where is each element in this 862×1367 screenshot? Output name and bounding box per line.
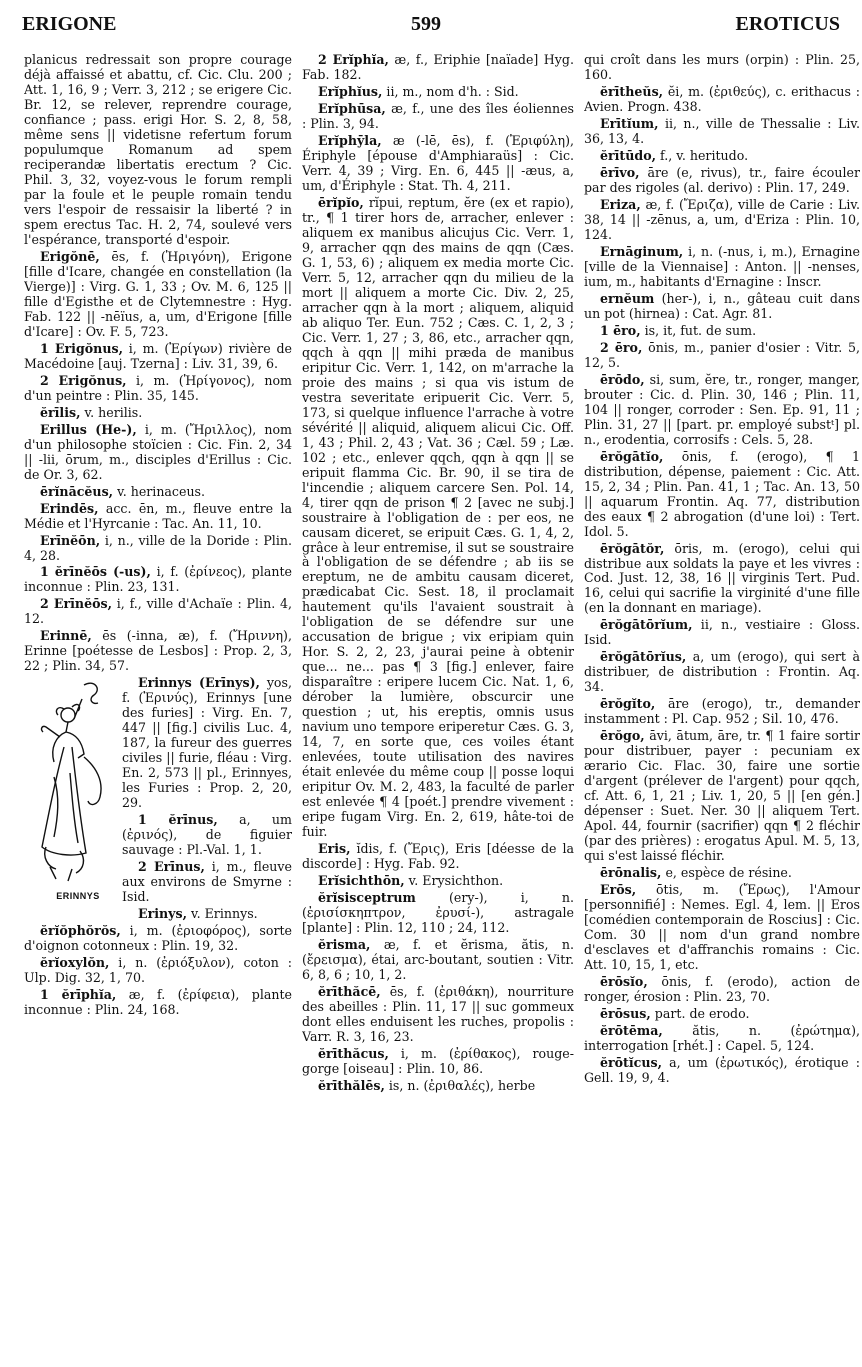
entry-definition: æ (-lē, ēs), f. (Ἐριφύλη), Ériphyle [épouse d'Amphiaraüs] : Cic. Verr. 4, 39 ; Virg. En. 6, 445 || -æus, a, um, d'Ériphyle : Stat. Th. 4, 211. <box>302 132 574 193</box>
dictionary-entry <box>584 116 860 146</box>
entry-definition: a, um (ἐρωτικός), érotique : Gell. 19, 9, 4. <box>584 1055 860 1085</box>
entry-headword: Erindēs, <box>40 500 99 516</box>
entry-headword: ērĭnācĕus, <box>40 483 114 499</box>
entry-definition: v. herilis. <box>84 404 143 420</box>
entry-headword: ĕrīthăcē, <box>318 984 381 1000</box>
dictionary-entry <box>584 148 860 163</box>
entry-headword: ĕrĭŏphŏrŏs, <box>40 923 121 939</box>
entry-headword: ĕrisma, <box>318 937 371 953</box>
dictionary-entry <box>584 323 860 338</box>
entry-headword: ĕrīthălēs, <box>318 1077 385 1093</box>
entry-definition: (her-), i, n., gâteau cuit dans un pot (hirnea) : Cat. Agr. 81. <box>584 290 860 321</box>
dictionary-entry <box>24 628 292 673</box>
dictionary-entry <box>24 422 292 482</box>
dictionary-entry <box>24 484 292 499</box>
erinnys-figure-icon <box>24 677 116 891</box>
dictionary-entry <box>302 52 574 82</box>
entry-headword: ērŏgātŏr, <box>600 540 665 556</box>
dictionary-entry <box>302 873 574 888</box>
entry-definition: qui croît dans les murs (orpin) : Plin. 25, 160. <box>584 52 860 82</box>
entry-definition: rĭpui, reptum, ĕre (ex et rapio), tr., ¶ 1 tirer hors de, arracher, enlever : aliquem ex manibus alicujus Cic. Verr. 1, 9, arracher qqn des mains de qqn (Cæs. G. 1, 53, 6) ; aliquem ex media morte Cic. Verr. 5, 12, arracher qqn du milieu de la mort || aliquem a morte Cic. Div. 2, 25, arracher qqn à la mort ; aliquem, aliquid ab aliquo Ter. Eun. 752 ; Cæs. C. 1, 2, 3 ; Cic. Verr. 1, 27 ; 3, 86, etc., arracher qqn, qqch à qqn || mihi præda de manibus eripitur Cic. Verr. 1, 142, on m'arrache la proie des mains ; si qua vis istum de vestra severitate eripuerit Cic. Verr. 5, 173, si quelque influence l'arrache à votre sévérité || aliquid, aliquem alicui Cic. Off. 1, 43 ; Phil. 2, 43 ; Vat. 36 ; Cæl. 59 ; Læ. 102 ; etc., enlever qqch, qqn à qqn || se eripuit flamma Cic. Br. 90, il se tira de l'incendie ; aliquem carcere Sen. Pol. 14, 4, tirer qqn de prison ¶ 2 [avec ne subj.] soustraire à l'obligation de : per eos, ne causam diceret, se eripuit Cæs. G. 1, 4, 2, grâce à leur entremise, il sut se soustraire à l'obligation de se défendre ; ab iis se ereptum, ne de ambitu causam diceret, prædicabat Cic. Sest. 18, il proclamait hautement qu'ils l'avaient soustrait à l'obligation de se défendre sur une accusation de brigue ; vix eripiam quin Hor. S. 2, 2, 23, j'aurai peine à obtenir que... ne... pas ¶ 3 [fig.] enlever, faire disparaître : eripere lucem Cic. Nat. 1, 6, dérober la lumière, obscurcir une question ; ut, his ereptis, omnis usus navium uno tempore eriperetur Cæs. G. 3, 14, 7, en sorte que, ces voiles étant enlevées, toute utilisation des navires était enlevée du même coup || posse loqui eripitur Ov. M. 2, 483, la faculté de parler est enlevée ¶ 4 [poét.] prendre vivement : eripe fugam Virg. En. 2, 619, hâte-toi de fuir. <box>302 194 574 840</box>
column-left <box>24 52 292 1361</box>
dictionary-entry <box>302 1046 574 1076</box>
running-head-right: EROTICUS <box>735 12 840 35</box>
entry-headword: ĕrītūdo, <box>600 147 656 163</box>
entry-headword: ĕrōtēma, <box>600 1023 663 1039</box>
dictionary-entry <box>584 728 860 863</box>
dictionary-entry <box>24 987 292 1017</box>
entry-definition: i, m. (ἐριοφόρος), sorte d'oignon cotonneux : Plin. 19, 32. <box>24 923 292 954</box>
dictionary-entry <box>24 596 292 626</box>
entry-definition: f., v. heritudo. <box>660 147 749 163</box>
entry-definition: is, n. (ἐριθαλές), herbe <box>388 1077 536 1093</box>
entry-definition: ĕi, m. (ἐριθεύς), c. erithacus : Avien. Progn. 438. <box>584 83 860 114</box>
dictionary-entry <box>584 882 860 972</box>
dictionary-entry <box>584 52 860 82</box>
dictionary-entry <box>24 341 292 371</box>
dictionary-entry <box>24 249 292 339</box>
entry-definition: is, it, fut. de sum. <box>644 322 757 338</box>
dictionary-entry <box>302 84 574 99</box>
entry-definition: part. de erodo. <box>654 1006 750 1022</box>
dictionary-entry <box>584 541 860 616</box>
entry-definition: āvi, ātum, āre, tr. ¶ 1 faire sortir pour distribuer, payer : pecuniam ex ærario Cic. Flac. 30, faire une sortie d'argent (prélever de l'argent) pour qqch, cf. Att. 6, 1, 21 ; Liv. 1, 20, 5 || [en gén.] dépenser : Suet. Ner. 30 || aliquem Tert. Apol. 44, fournir (sacrifier) qqn ¶ 2 fléchir (par des prières) : erogatus Apul. M. 5, 13, qui s'est laissé fléchir. <box>584 728 860 864</box>
entry-headword: 2 ēro, <box>600 339 643 355</box>
entry-headword: ērīvo, <box>600 164 640 180</box>
running-head-left: ERIGONE <box>22 12 117 35</box>
dictionary-entry <box>24 564 292 594</box>
dictionary-entry <box>584 649 860 694</box>
entry-headword: Erinnys (Erīnys), <box>138 675 260 691</box>
entry-headword: ĕrĭoxylŏn, <box>40 955 110 971</box>
entry-definition: v. Erinnys. <box>190 906 258 922</box>
dictionary-entry <box>584 340 860 370</box>
entry-definition: ōtis, m. (Ἔρως), l'Amour [personnifié] : Nemes. Egl. 4, lem. || Eros [comédien contemporain de Roscius] : Cic. Com. 30 || nom d'un grand nombre d'esclaves et d'affranchis romains : Cic. Att. 10, 15, 1, etc. <box>584 882 860 973</box>
entry-definition: i, m. (Ἤριλλος), nom d'un philosophe stoïcien : Cic. Fin. 2, 34 || -lii, ōrum, m., disciples d'Erillus : Cic. de Or. 3, 62. <box>24 421 292 482</box>
dictionary-entry <box>584 617 860 647</box>
dictionary-entry <box>302 984 574 1044</box>
entry-definition: i, n. (ἐριόξυλον), coton : Ulp. Dig. 32, 1, 70. <box>24 955 292 986</box>
entry-headword: ērŏgo, <box>600 728 645 744</box>
entry-headword: ĕrĭsisceptrum <box>318 890 416 906</box>
dictionary-entry <box>24 923 292 953</box>
dictionary-entry <box>584 372 860 447</box>
entry-headword: Erītĭum, <box>600 115 659 131</box>
entry-headword: 1 ēro, <box>600 322 641 338</box>
dictionary-entry <box>584 1006 860 1021</box>
entry-headword: ērĭpĭo, <box>318 194 364 210</box>
entry-definition: i, m. (Ἐρίγων) rivière de Macédoine [auj. Tzerna] : Liv. 31, 39, 6. <box>24 340 292 371</box>
entry-definition: i, n., ville de la Doride : Plin. 4, 28. <box>24 532 292 563</box>
entry-definition: a, um (erogo), qui sert à distribuer, de distribution : Frontin. Aq. 34. <box>584 649 860 695</box>
entry-headword: 1 ĕrīnus, <box>138 812 218 828</box>
entry-headword: ĕrītheŭs, <box>600 83 664 99</box>
dictionary-entry <box>584 865 860 880</box>
dictionary-entry <box>584 1055 860 1085</box>
entry-headword: Erīnĕōn, <box>40 532 101 548</box>
entry-definition: ii, n., vestiaire : Gloss. Isid. <box>584 617 860 648</box>
entry-headword: Erigŏnē, <box>40 248 100 264</box>
entry-definition: ii, n., ville de Thessalie : Liv. 36, 13, 4. <box>584 115 860 146</box>
entry-headword: Erinnē, <box>40 628 92 644</box>
entry-definition: v. Erysichthon. <box>408 873 504 889</box>
entry-definition: i, m. (Ἠρίγονος), nom d'un peintre : Plin. 35, 145. <box>24 372 292 403</box>
dictionary-entry <box>584 244 860 289</box>
entry-headword: 2 Erīnus, <box>138 859 205 875</box>
entry-headword: Erinys, <box>138 906 187 922</box>
entry-definition: ii, m., nom d'h. : Sid. <box>386 83 519 99</box>
dictionary-entry <box>24 373 292 403</box>
dictionary-entry <box>302 890 574 935</box>
erinnys-illustration <box>24 677 116 909</box>
entry-headword: 1 ĕrīnĕōs (-us), <box>40 564 151 580</box>
entry-definition: planicus redressait son propre courage déjà affaissé et abattu, cf. Cic. Clu. 200 ; Att. 1, 16, 9 ; Verr. 3, 212 ; se erigere Cic. Br. 12, se relever, reprendre courage, confiance ; pass. erigi Hor. S. 2, 8, 58, même sens || videtisne refertum forum populumque Romanum ad spem reciperandæ libertatis erectum ? Cic. Phil. 3, 32, voyez-vous le forum rempli par la foule et le peuple romain tendu vers l'espoir de ressaisir la liberté ? in spem erectus Tac. H. 2, 74, soulevé vers l'espérance, transporté d'espoir. <box>24 52 292 247</box>
entry-definition: a, um (ἐρινός), de figuier sauvage : Pl.-Val. 1, 1. <box>122 812 292 858</box>
entry-definition: ōris, m. (erogo), celui qui distribue aux soldats la paye et les vivres : Cod. Just. 12, 38, 16 || virginis Tert. Pud. 16, celui qui sacrifie la virginité d'une fille (en la donnant en mariage). <box>584 540 860 616</box>
entry-definition: i, f. (ἐρίνεος), plante inconnue : Plin. 23, 131. <box>24 564 292 595</box>
entry-definition: acc. ēn, m., fleuve entre la Médie et l'Hyrcanie : Tac. An. 11, 10. <box>24 500 292 531</box>
entry-headword: Eriza, <box>600 196 641 212</box>
entry-headword: Erĭphȳla, <box>318 132 382 148</box>
dictionary-entry <box>584 449 860 539</box>
dictionary-entry <box>24 501 292 531</box>
dictionary-entry <box>584 1023 860 1053</box>
dictionary-entry <box>584 974 860 1004</box>
figure-caption: ERINNYS <box>56 891 100 902</box>
dictionary-entry <box>24 533 292 563</box>
entry-definition: ēs (-inna, æ), f. (Ἤριννη), Erinne [poétesse de Lesbos] : Prop. 2, 3, 22 ; Plin. 34, 57. <box>24 628 292 674</box>
dictionary-entry <box>302 1078 574 1093</box>
entry-headword: Ernāginum, <box>600 243 684 259</box>
entry-definition: ōnis, f. (erogo), ¶ 1 distribution, dépense, paiement : Cic. Att. 15, 2, 34 ; Plin. Pan. 41, 1 ; Tac. An. 13, 50 || aquarum Frontin. Aq. 77, distribution des eaux ¶ 2 abrogation (d'une loi) : Tert. Idol. 5. <box>584 448 860 539</box>
entry-definition: æ, f. (Ἔριζα), ville de Carie : Liv. 38, 14 || -zēnus, a, um, d'Eriza : Plin. 10, 124. <box>584 196 860 242</box>
entry-headword: ērŏgātōrĭum, <box>600 617 693 633</box>
entry-headword: ērōsus, <box>600 1006 651 1022</box>
dictionary-entry <box>302 101 574 131</box>
entry-definition: āre (erogo), tr., demander instamment : Pl. Cap. 952 ; Sil. 10, 476. <box>584 696 860 727</box>
entry-headword: 2 Erigŏnus, <box>40 372 127 388</box>
entry-headword: ernĕum <box>600 290 655 306</box>
entry-definition: æ, f., Eriphie [naïade] Hyg. Fab. 182. <box>302 52 574 82</box>
entry-definition: yos, f. (Ἐρινύς), Erinnys [une des furies] : Virg. En. 7, 447 || [fig.] civilis Luc. 4, 187, la fureur des guerres civiles || furie, fléau : Virg. En. 2, 573 || pl., Erinnyes, les Furies : Prop. 2, 20, 29. <box>122 675 292 811</box>
entry-headword: 1 Erigŏnus, <box>40 340 123 356</box>
entry-headword: ĕrīthăcus, <box>318 1045 389 1061</box>
entry-headword: ērōnalis, <box>600 865 662 881</box>
entry-definition: æ, f. et ĕrisma, ătis, n. (ἔρεισμα), étai, arc-boutant, soutien : Vitr. 6, 8, 6 ; 10, 1, 2. <box>302 937 574 983</box>
entry-definition: i, n. (-nus, i, m.), Ernagine [ville de la Viennaise] : Anton. || -nenses, ium, m., habitants d'Ernagine : Inscr. <box>584 243 860 289</box>
dictionary-entry <box>584 165 860 195</box>
entry-definition: āre (e, rivus), tr., faire écouler par des rigoles (al. derivo) : Plin. 17, 249. <box>584 164 860 195</box>
entry-headword: Erĭphĭus, <box>318 83 383 99</box>
entry-definition: (ery-), i, n. (ἐρισίσκηπτρον, ἐρυσί-), astragale [plante] : Plin. 12, 110 ; 24, 112. <box>302 890 574 936</box>
entry-definition: ōnis, m., panier d'osier : Vitr. 5, 12, 5. <box>584 339 860 370</box>
dictionary-entry <box>302 937 574 982</box>
entry-definition: i, m. (ἐρίθακος), rouge-gorge [oiseau] : Plin. 10, 86. <box>302 1045 574 1076</box>
entry-headword: ĕrīlis, <box>40 404 81 420</box>
entry-definition: æ, f., une des îles éoliennes : Plin. 3, 94. <box>302 100 574 131</box>
entry-headword: ērōsĭo, <box>600 974 648 990</box>
entry-definition: ătis, n. (ἐρώτημα), interrogation [rhét.] : Capel. 5, 124. <box>584 1023 860 1054</box>
entry-definition: e, espèce de résine. <box>665 865 792 881</box>
dictionary-entry <box>302 841 574 871</box>
entry-definition: i, f., ville d'Achaïe : Plin. 4, 12. <box>24 596 292 627</box>
dictionary-body <box>24 52 860 1361</box>
entry-definition: ēs, f. (ἐριθάκη), nourriture des abeilles : Plin. 11, 17 || suc gommeux dont elles enduisent les ruches, propolis : Varr. R. 3, 16, 23. <box>302 984 574 1044</box>
entry-headword: Erĭsichthōn, <box>318 873 405 889</box>
dictionary-entry <box>584 84 860 114</box>
page-header <box>22 4 840 44</box>
page-number: 599 <box>410 12 441 35</box>
entry-headword: Eris, <box>318 841 351 857</box>
entry-headword: ērŏgātĭo, <box>600 448 664 464</box>
entry-definition: si, sum, ĕre, tr., ronger, manger, brouter : Cic. d. Plin. 30, 146 ; Plin. 11, 104 || ronger, corroder : Sen. Ep. 91, 11 ; Plin. 31, 27 || [part. pr. employé substᵗ] pl. n., erodentia, corrosifs : Cels. 5, 28. <box>584 371 860 447</box>
dictionary-entry <box>24 52 292 247</box>
dictionary-entry <box>584 291 860 321</box>
dictionary-entry <box>584 696 860 726</box>
entry-headword: 2 Erīnĕōs, <box>40 596 112 612</box>
entry-definition: æ, f. (ἐρίφεια), plante inconnue : Plin. 24, 168. <box>24 987 292 1018</box>
dictionary-entry <box>584 197 860 242</box>
entry-definition: ōnis, f. (erodo), action de ronger, érosion : Plin. 23, 70. <box>584 974 860 1005</box>
entry-definition: v. herinaceus. <box>117 483 206 499</box>
entry-headword: 1 ĕrīphĭa, <box>40 987 117 1003</box>
entry-headword: 2 Erĭphĭa, <box>318 52 389 67</box>
entry-definition: ĭdis, f. (Ἔρις), Eris [déesse de la discorde] : Hyg. Fab. 92. <box>302 841 574 872</box>
entry-headword: Erĭphūsa, <box>318 100 386 116</box>
column-right <box>584 52 860 1361</box>
entry-headword: Erillus (He-), <box>40 421 137 437</box>
entry-definition: i, m., fleuve aux environs de Smyrne : Isid. <box>122 859 292 905</box>
dictionary-entry <box>24 405 292 420</box>
entry-headword: ērŏgĭto, <box>600 696 656 712</box>
entry-headword: ērōdo, <box>600 371 645 387</box>
entry-headword: Erōs, <box>600 882 637 898</box>
entry-definition: ēs, f. (Ἠριγόνη), Erigone [fille d'Icare, changée en constellation (la Vierge)] : Virg. G. 1, 33 ; Ov. M. 6, 125 || fille d'Egisthe et de Clytemnestre : Hyg. Fab. 122 || -nēïus, a, um, d'Erigone [fille d'Icare] : Ov. F. 5, 723. <box>24 248 292 339</box>
column-middle <box>302 52 574 1361</box>
dictionary-entry <box>302 133 574 193</box>
dictionary-entry <box>24 955 292 985</box>
dictionary-entry <box>302 195 574 839</box>
entry-headword: ĕrōtĭcus, <box>600 1055 662 1070</box>
entry-headword: ērŏgātōrĭus, <box>600 649 687 665</box>
